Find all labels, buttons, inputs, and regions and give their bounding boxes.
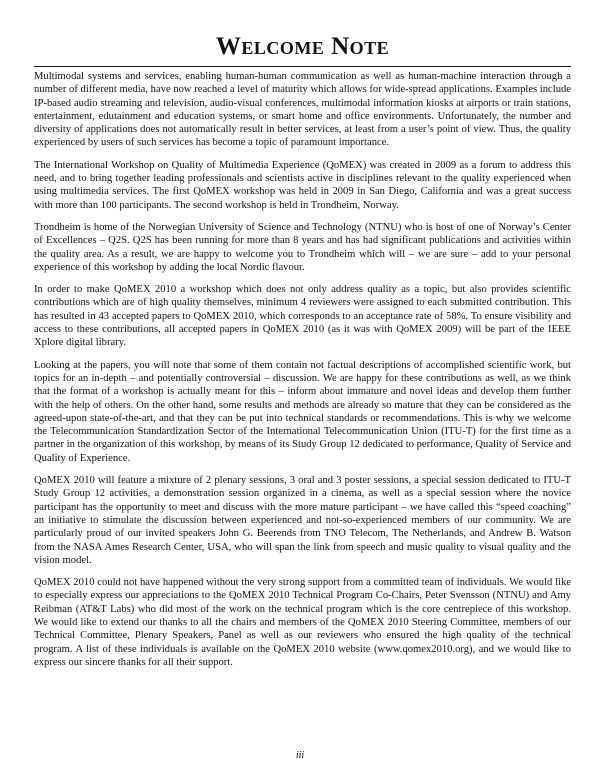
paragraph-sessions: QoMEX 2010 will feature a mixture of 2 plenary sessions, 3 oral and 3 poster sessions, a special session dedicated to ITU-T Study Group 12 activities, a demonstration session organized in a cinema, as well as a special session where the novice participant has the opportunity to meet and discuss with the more mature participant – we have called this “speed coaching” an initiative to stimulate the discussion between experienced and not-so-experienced members of our community. We are particularly proud of our invited speakers John G. Beerends from TNO Telecom, The Netherlands, and Andrew B. Watson from the NASA Ames Research Center, USA, who will span the link from speech and music quality to visual quality and the vision model. [34,475,571,566]
paragraph-papers: Looking at the papers, you will note that some of them contain not factual descriptions of accomplished scientific work, but topics for an in-depth – and potentially controversial – discussion. We are happy for these contributions as well, as we think that the format of a workshop is actually meant for this – inform about immature and novel ideas and develop them further with the help of others. On the other hand, some results and methods are already so mature that they can be considered as the agreed-upon state-of-the-art, and that they can be put into technical standards or recommendations. This is why we welcome the Telecommunication Standardization Sector of the International Telecommunication Union (ITU-T) for the first time as a partner in the organization of this workshop, by means of its Study Group 12 dedicated to performance, Quality of Service and Quality of Experience. [34,359,572,464]
paragraph-workshop: The International Workshop on Quality of Multimedia Experience (QoMEX) was created in 2009 as a forum to address this need, and to bring together leading professionals and scientists active in disciplines relevant to the quality experienced when using multimedia services. The first QoMEX workshop was held in 2009 in San Diego, California and was a great success with more than 100 participants. The second workshop is held in Trondheim, Norway. [34,159,571,211]
paragraph-intro: Multimodal systems and services, enabling human-human communication as well as human-machine interaction through a number of different media, have now reached a level of maturity which allows for wide-spread applications. Examples include IP-based audio streaming and television, audio-visual conferences, multimodal information kiosks at airports or train stations, entertainment, edutainment and education systems, or smart home and office environments. Unfortunately, the number and diversity of applications does not automatically result in better services, at least from a user’s point of view. Thus, the quality experienced by users of such services has become a topic of paramount importance. [34,71,571,149]
page-title: Welcome Note [215,33,390,60]
paragraph-trondheim: Trondheim is home of the Norwegian University of Science and Technology (NTNU) who is host of one of Norway’s Center of Excellences – Q2S. Q2S has been running for more than 8 years and has had significant publications and activities within the quality area. As a result, we are happy to welcome you to Trondheim which will – we are sure – add to your personal experience of this workshop by adding the local Nordic flavour. [34,221,571,273]
title-bar [34,30,571,67]
page-number: iii [295,750,305,761]
document-body [34,70,571,678]
paragraph-review: In order to make QoMEX 2010 a workshop which does not only address quality as a topic, but also provides scientific contributions which are of high quality themselves, minimum 4 reviewers were assigned to each submitted contribution. This has resulted in 43 accepted papers to QoMEX 2010, which corresponds to an acceptance rate of 58%. To ensure visibility and access to these contributions, all accepted papers in QoMEX 2010 (as it was with QoMEX 2009) will be part of the IEEE Xplore digital library. [34,284,571,349]
paragraph-thanks: QoMEX 2010 could not have happened without the very strong support from a committed team of individuals. We would like to especially express our appreciations to the QoMEX 2010 Technical Program Co-Chairs, Peter Svensson (NTNU) and Amy Reibman (AT&T Labs) who did most of the work on the technical program which is the core centrepiece of this workshop. We would like to extend our thanks to all the chairs and members of the QoMEX 2010 Steering Committee, members of our Technical Committee, Plenary Speakers, Panel as well as our reviewers who ensured the high quality of the technical program. A list of these individuals is available on the QoMEX 2010 website (www.qomex2010.org), and we would like to express our sincere thanks for all their support. [34,577,571,668]
